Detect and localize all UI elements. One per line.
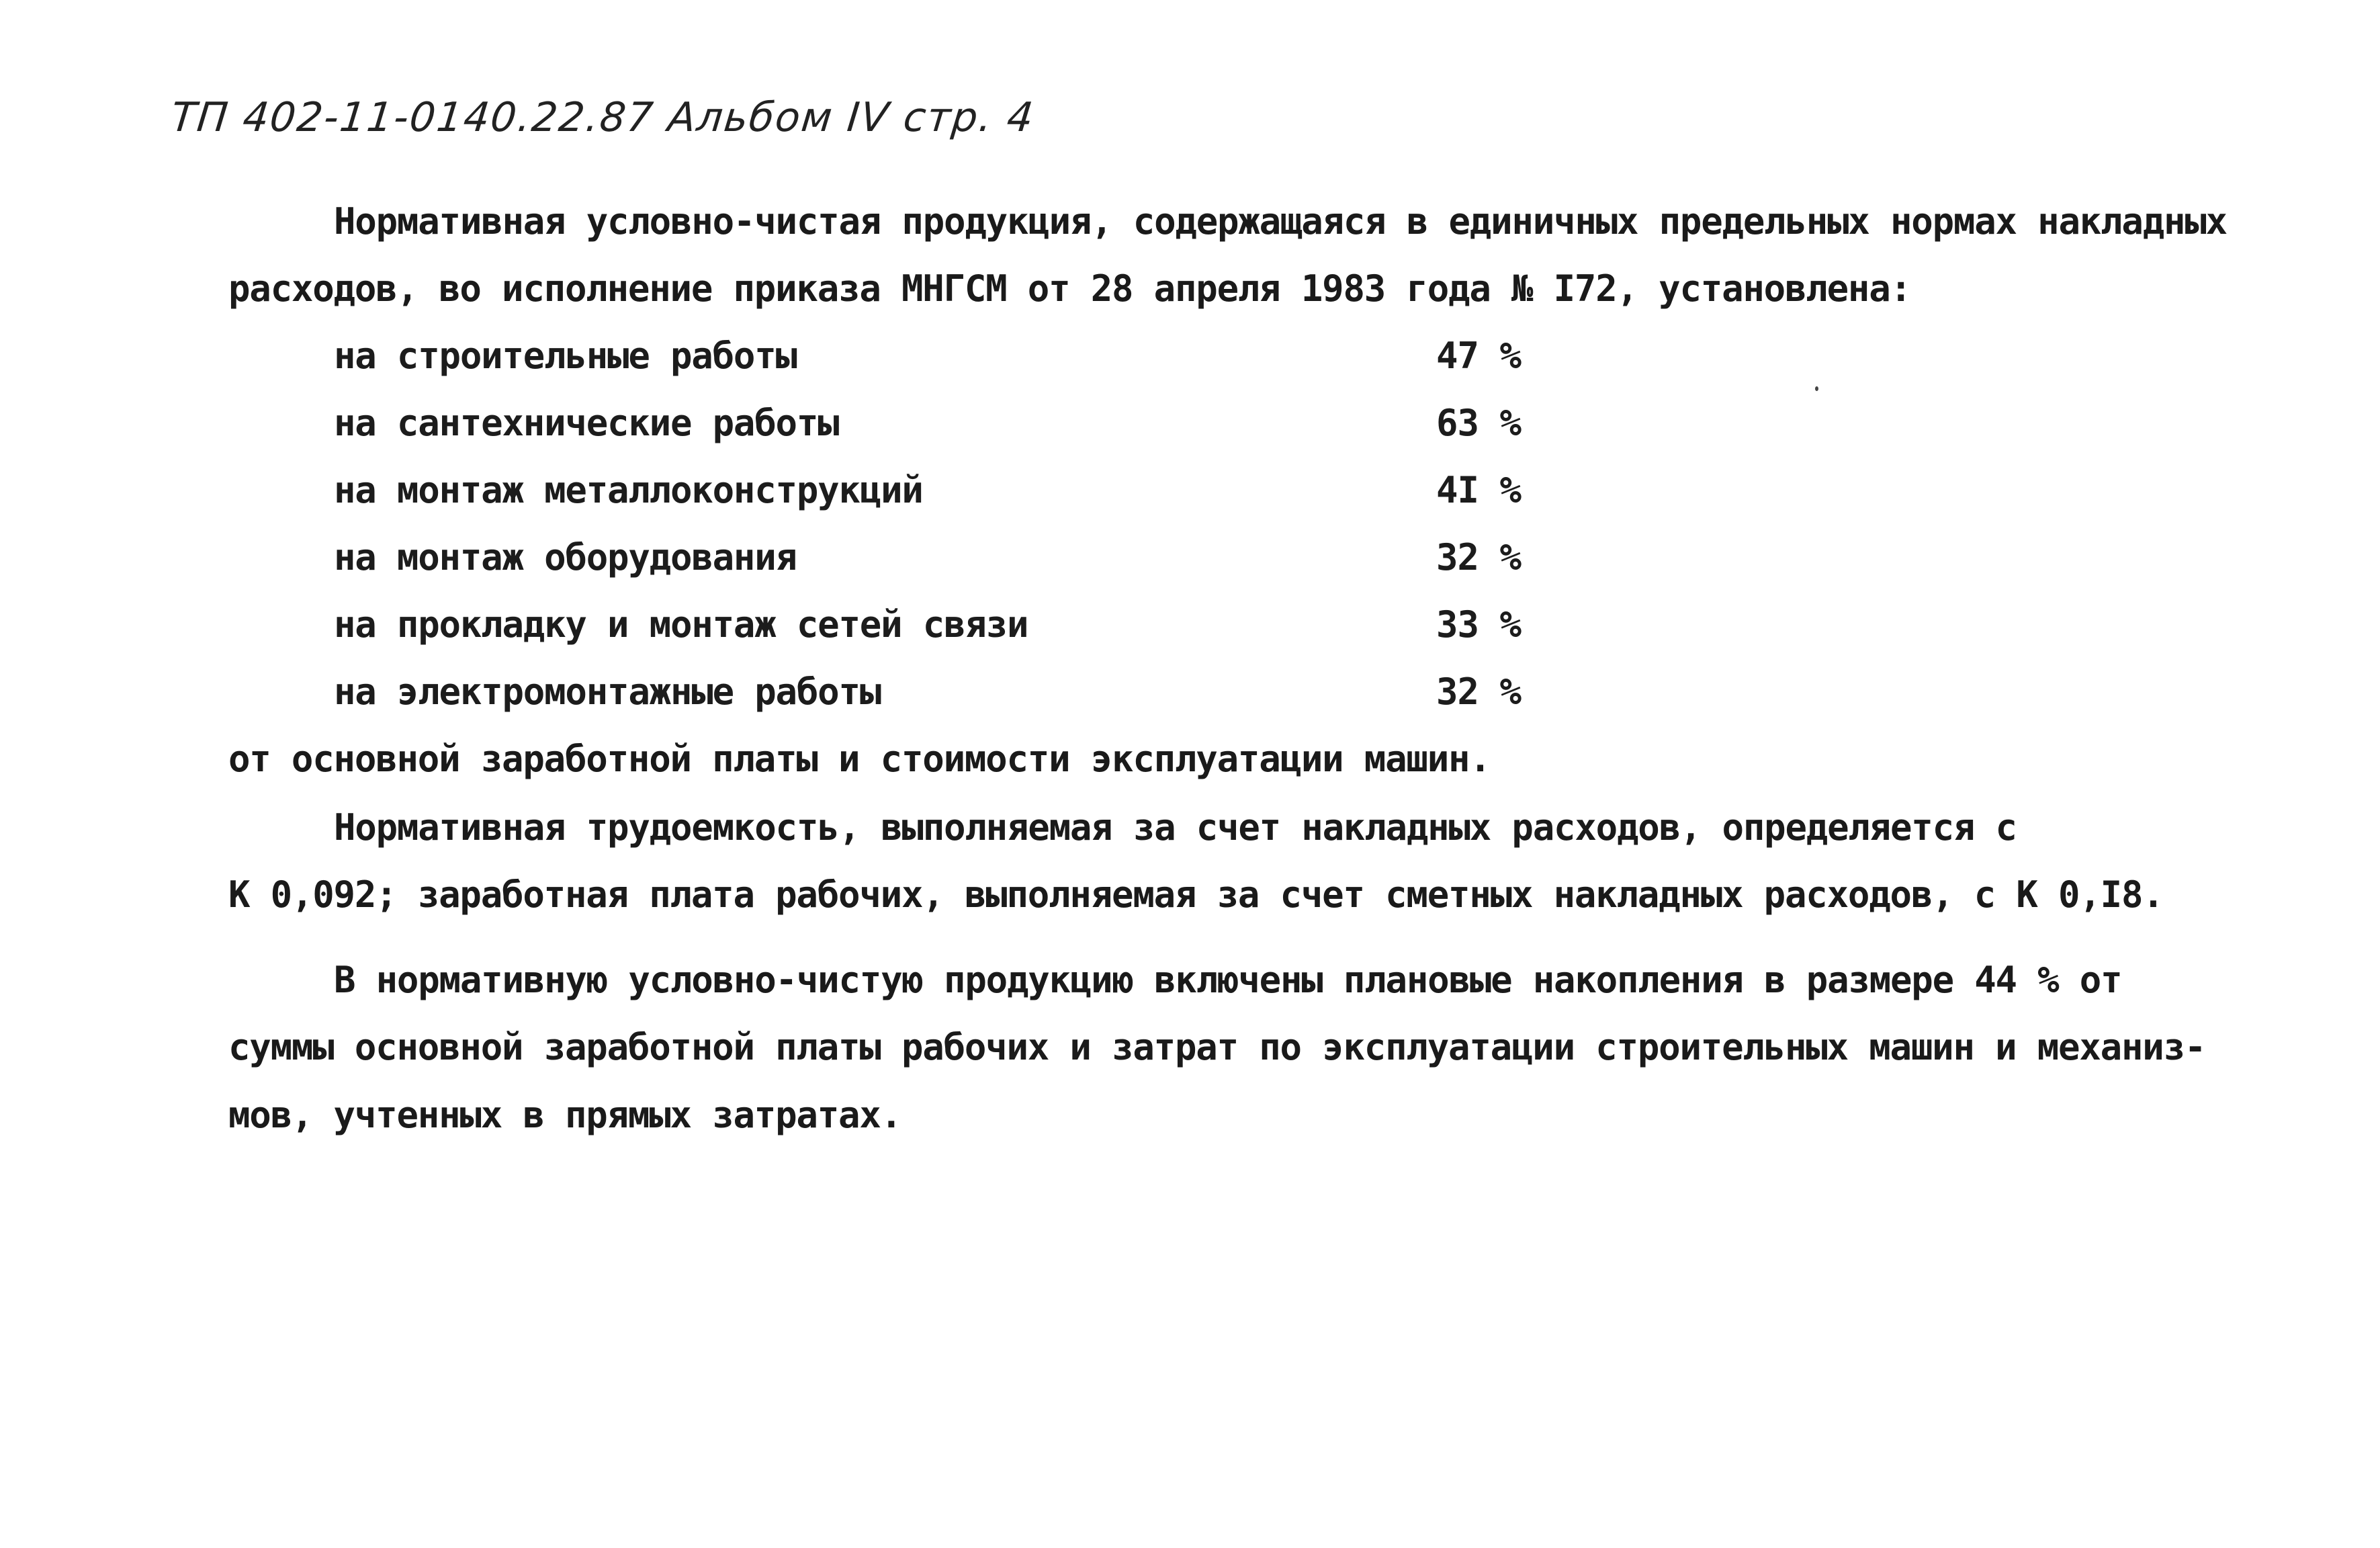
- rate-item-value: 32 %: [1436, 671, 1522, 713]
- rate-item-label: на прокладку и монтаж сетей связи: [334, 603, 1028, 646]
- rates-base-note: от основной заработной платы и стоимости эксплуатации машин.: [228, 738, 1491, 780]
- rate-item-value: 63 %: [1436, 402, 1522, 444]
- rate-item-label: на сантехнические работы: [334, 402, 839, 444]
- paragraph-3-line-3: мов, учтенных в прямых затратах.: [228, 1094, 901, 1136]
- rate-item-value: 4I %: [1436, 469, 1522, 511]
- paragraph-2-line-2: К 0,092; заработная плата рабочих, выполняемая за счет сметных накладных расходов, с К 0,I8.: [228, 873, 2164, 916]
- rate-item-value: 33 %: [1436, 603, 1522, 646]
- paragraph-3-line-2: суммы основной заработной платы рабочих и затрат по эксплуатации строительных машин и механиз-: [228, 1026, 2206, 1068]
- rate-item-value: 32 %: [1436, 536, 1522, 578]
- rate-item-label: на строительные работы: [334, 335, 797, 377]
- paragraph-1-line-1: Нормативная условно-чистая продукция, содержащаяся в единичных предельных нормах накладных: [334, 200, 2227, 243]
- paragraph-2-line-1: Нормативная трудоемкость, выполняемая за счет накладных расходов, определяется с: [334, 806, 2017, 849]
- rate-item-label: на электромонтажные работы: [334, 671, 881, 713]
- paragraph-3-line-1: В нормативную условно-чистую продукцию включены плановые накопления в размере 44 % от: [334, 959, 2122, 1001]
- paragraph-1-line-2: расходов, во исполнение приказа МНГСМ от 28 апреля 1983 года № I72, установлена:: [228, 267, 1911, 310]
- rate-item-label: на монтаж металлоконструкций: [334, 469, 923, 511]
- scan-speck: [1815, 386, 1818, 391]
- rate-item-label: на монтаж оборудования: [334, 536, 797, 578]
- document-header: ТП 402-11-0140.22.87 Альбом IV стр. 4: [169, 94, 1037, 141]
- rate-item-value: 47 %: [1436, 335, 1522, 377]
